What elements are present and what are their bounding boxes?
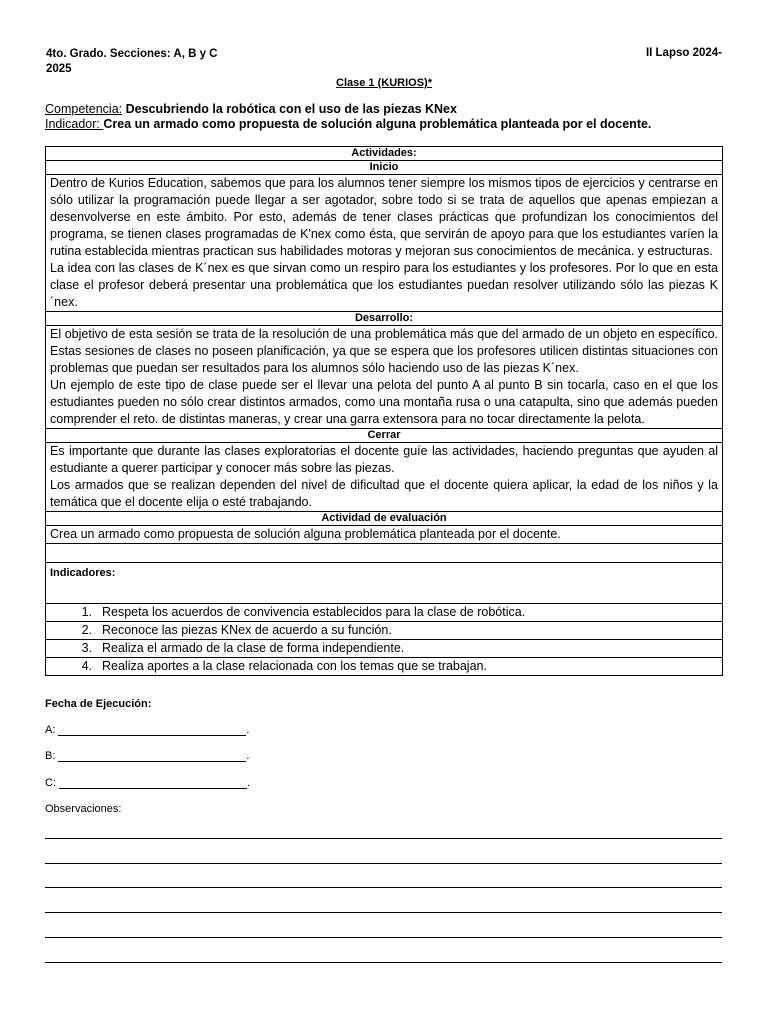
- signature-line-a: [45, 724, 249, 736]
- observaciones-line[interactable]: [45, 962, 722, 963]
- indicador-text: Respeta los acuerdos de convivencia establecidos para la clase de robótica.: [102, 605, 526, 619]
- indicador-text: Realiza el armado de la clase de forma independiente.: [102, 641, 405, 655]
- empty-row: [46, 544, 723, 563]
- desarrollo-title: Desarrollo:: [46, 312, 723, 326]
- indicador-number: 3.: [81, 641, 92, 655]
- observaciones-line[interactable]: [45, 887, 722, 888]
- indicador-label: Indicador:: [45, 117, 104, 131]
- class-title: Clase 1 (KURIOS)*: [336, 77, 432, 89]
- observaciones-line[interactable]: [45, 912, 722, 913]
- indicador-line: [45, 117, 651, 132]
- signature-blank-b[interactable]: [58, 751, 246, 762]
- inicio-paragraph: Dentro de Kurios Education, sabemos que para los alumnos tener siempre los mismos tipos de ejercicios y centrarse en sólo utilizar la programación puede llegar a ser agotador, sobre todo si se trata de aquellos que apenas empiezan a desenvolverse en este ámbito. Por esto, además de tener clases prácticas que profundizan los conocimientos del programa, se tienen clases programadas de K'nex como ésta, que servirán de apoyo para que los estudiantes varíen la rutina establecida mientras practican sus habilidades motoras y mejoran sus conocimientos de mecánica. y estructuras.: [50, 176, 718, 258]
- evaluacion-text: Crea un armado como propuesta de solución alguna problemática planteada por el docente.: [46, 526, 723, 544]
- competencia-value: Descubriendo la robótica con el uso de las piezas KNex: [122, 102, 457, 116]
- header-grade-sections: [46, 47, 217, 77]
- signature-label-a: A:: [45, 724, 56, 736]
- indicador-item-3: [46, 640, 723, 658]
- cerrar-paragraph: Los armados que se realizan dependen del nivel de dificultad que el docente quiera aplicar, la edad de los niños y la temática que el docente elija o esté trabajando.: [50, 478, 718, 509]
- indicadores-title: Indicadores:: [46, 563, 723, 604]
- signature-end-b: .: [246, 750, 250, 762]
- indicador-number: 1.: [81, 605, 92, 619]
- signature-line-c: [45, 777, 250, 789]
- competencia-label: Competencia:: [45, 102, 123, 116]
- indicador-value: Crea un armado como propuesta de solución alguna problemática planteada por el docente.: [103, 117, 652, 131]
- indicador-number: 2.: [81, 623, 92, 637]
- observaciones-line[interactable]: [45, 937, 722, 938]
- desarrollo-paragraph: El objetivo de esta sesión se trata de la resolución de una problemática más que del armado de un objeto en específico. Estas sesiones de clases no poseen planificación, ya que se espera que los profesores utilicen distintas situaciones con problemas que puedan ser resultados para los alumnos sólo haciendo uso de las piezas K´nex.: [50, 327, 718, 375]
- competencia-line: [45, 102, 651, 117]
- signature-label-c: C:: [45, 777, 56, 789]
- cerrar-paragraph: Es importante que durante las clases exploratorias el docente guíe las actividades, haciendo preguntas que ayuden al estudiante a querer participar y conocer más sobre las piezas.: [50, 444, 718, 475]
- activities-table: [45, 146, 723, 676]
- observaciones-line[interactable]: [45, 838, 722, 839]
- desarrollo-paragraph: Un ejemplo de este tipo de clase puede ser el llevar una pelota del punto A al punto B sin tocarla, caso en el que los estudiantes pueden no sólo crear distintos armados, como una montaña rusa o una catapulta, sino que además pueden comprender el reto. de distintas maneras, y crear una garra extensora para no tocar directamente la pelota.: [50, 378, 718, 426]
- lapse-text: II Lapso 2024-: [645, 47, 722, 59]
- grade-sections-text: 4to. Grado. Secciones: A, B y C: [46, 48, 218, 60]
- indicador-text: Reconoce las piezas KNex de acuerdo a su función.: [102, 623, 392, 637]
- observaciones-line[interactable]: [45, 863, 722, 864]
- indicador-item-2: [46, 622, 723, 640]
- signature-blank-a[interactable]: [58, 725, 246, 736]
- inicio-title: Inicio: [46, 161, 723, 175]
- inicio-paragraph: La idea con las clases de K´nex es que sirvan como un respiro para los estudiantes y los profesores. Por lo que en esta clase el profesor deberá presentar una problemática que los estudiantes puedan resolver utilizando sólo las piezas K´nex.: [50, 261, 718, 309]
- indicador-text: Realiza aportes a la clase relacionada con los temas que se trabajan.: [102, 659, 487, 673]
- signature-end-a: .: [246, 724, 250, 736]
- indicador-item-4: [46, 658, 723, 676]
- fecha-title: Fecha de Ejecución:: [45, 698, 152, 710]
- observaciones-label: Observaciones:: [45, 803, 122, 815]
- cerrar-title: Cerrar: [46, 429, 723, 443]
- signature-end-c: .: [247, 777, 251, 789]
- inicio-content: [46, 175, 723, 312]
- indicador-number: 4.: [81, 659, 92, 673]
- indicador-item-1: [46, 604, 723, 622]
- competencia-indicador-block: [45, 102, 651, 132]
- evaluacion-title: Actividad de evaluación: [46, 512, 723, 526]
- year-end-text: 2025: [46, 63, 72, 75]
- signature-blank-c[interactable]: [59, 778, 247, 789]
- desarrollo-content: [46, 326, 723, 429]
- signature-line-b: [45, 750, 249, 762]
- activities-header: Actividades:: [46, 147, 723, 161]
- signature-label-b: B:: [45, 750, 56, 762]
- cerrar-content: [46, 443, 723, 512]
